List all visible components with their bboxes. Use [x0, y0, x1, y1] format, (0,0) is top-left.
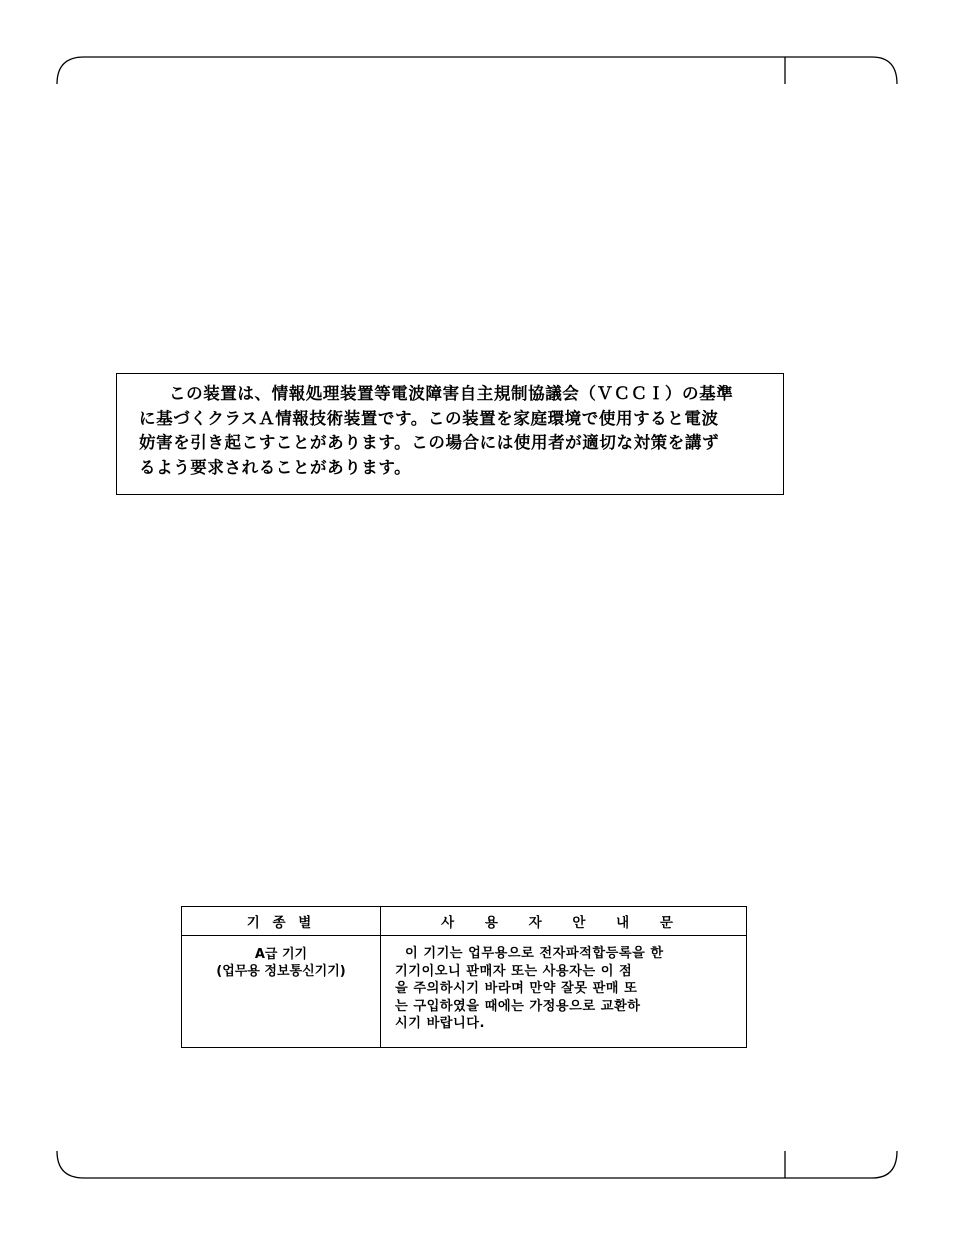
kcc-header-device-class: 기 종 별 [182, 907, 381, 936]
vcci-notice-line: この装置は、情報処理装置等電波障害自主規制協議会（ＶＣＣＩ）の基準 [169, 384, 734, 403]
kcc-header-user-guide: 사 용 자 안 내 문 [381, 907, 747, 936]
vcci-notice-line: に基づくクラスＡ情報技術装置です。この装置を家庭環境で使用すると電波 [139, 408, 719, 428]
kcc-table-body-row [182, 936, 747, 1048]
bottom-frame-line [57, 1151, 897, 1178]
kcc-table-header-row [182, 907, 747, 936]
vcci-notice-line: るよう要求されることがあります。 [139, 457, 412, 477]
kcc-user-guide-cell [381, 936, 747, 1048]
kcc-device-class-line1: A급 기기 [254, 947, 308, 962]
vcci-notice-line: 妨害を引き起こすことがあります。この場合には使用者が適切な対策を講ず [139, 433, 720, 452]
kcc-device-class-line2: (업무용 정보통신기기) [216, 964, 346, 979]
top-frame-line [57, 57, 897, 84]
kcc-notice-table [181, 906, 747, 1048]
kcc-guide-line: 시기 바랍니다. [395, 1016, 486, 1031]
kcc-guide-line: 을 주의하시기 바라며 만약 잘못 판매 또 [395, 981, 638, 996]
vcci-notice-box [116, 373, 784, 495]
kcc-guide-line: 는 구입하였을 때에는 가정용으로 교환하 [395, 998, 641, 1014]
kcc-guide-line: 이 기기는 업무용으로 전자파적합등록을 한 [405, 946, 664, 961]
kcc-device-class-cell [182, 936, 381, 1048]
kcc-guide-line: 기기이오니 판매자 또는 사용자는 이 점 [395, 963, 633, 979]
